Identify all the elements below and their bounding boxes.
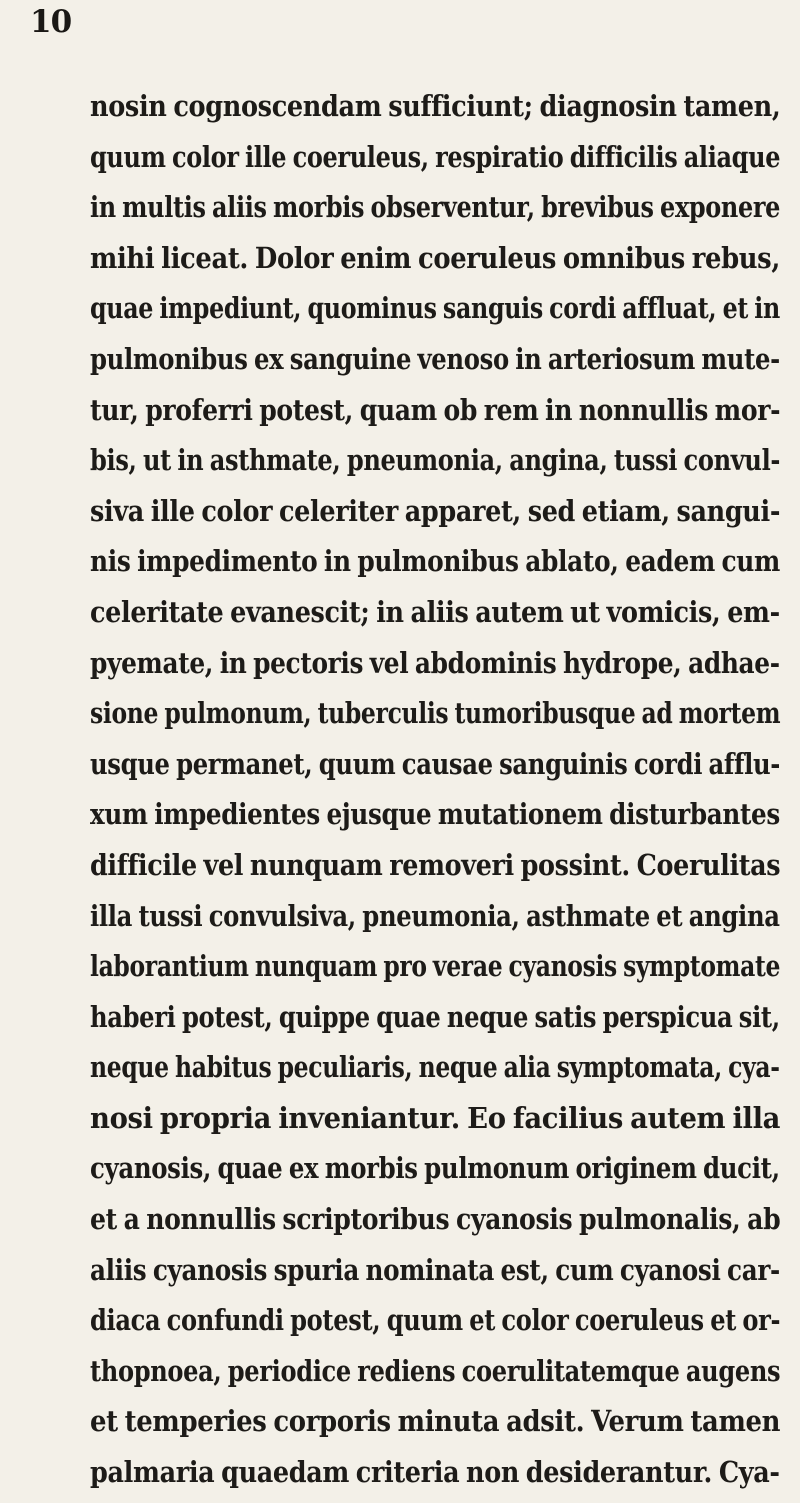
text-line: tur, proferri potest, quam ob rem in nonnullis mor- — [90, 392, 781, 427]
text-line: haberi potest, quippe quae neque satis perspicua sit, — [90, 999, 780, 1034]
page-number: 10 — [30, 4, 72, 40]
text-line: thopnoea, periodice rediens coerulitatemque augens — [90, 1353, 781, 1388]
text-line: illa tussi convulsiva, pneumonia, asthmate et angina — [90, 898, 780, 933]
text-line: difficile vel nunquam removeri possint. Coerulitas — [90, 847, 781, 882]
text-line: quum color ille coeruleus, respiratio difficilis aliaque — [90, 139, 781, 174]
text-line: nis impedimento in pulmonibus ablato, eadem cum — [90, 544, 780, 579]
text-line: pulmonibus ex sanguine venoso in arteriosum mute- — [90, 341, 780, 376]
text-line: sione pulmonum, tuberculis tumoribusque ad mortem — [90, 696, 781, 731]
text-line: quae impediunt, quominus sanguis cordi affluat, et in — [90, 291, 780, 326]
text-line: in multis aliis morbis observentur, brevibus exponere — [90, 190, 781, 225]
text-line: et a nonnullis scriptoribus cyanosis pulmonalis, ab — [90, 1202, 781, 1237]
text-line: palmaria quaedam criteria non desiderantur. Cya- — [90, 1455, 780, 1490]
text-line: nosi propria inveniantur. Eo facilius autem illa — [90, 1100, 781, 1135]
text-line: xum impedientes ejusque mutationem disturbantes — [90, 797, 780, 832]
text-line: neque habitus peculiaris, neque alia symptomata, cya- — [90, 1050, 780, 1085]
text-line: usque permanet, quum causae sanguinis cordi afflu- — [90, 746, 781, 781]
text-line: laborantium nunquam pro verae cyanosis symptomate — [90, 949, 781, 984]
text-line: nosin cognoscendam sufficiunt; diagnosin tamen, — [90, 89, 781, 123]
text-line: siva ille color celeriter apparet, sed etiam, sangui- — [90, 493, 781, 528]
text-line: et temperies corporis minuta adsit. Verum tamen — [90, 1404, 781, 1439]
text-line: pyemate, in pectoris vel abdominis hydrope, adhae- — [90, 645, 780, 680]
text-line: bis, ut in asthmate, pneumonia, angina, tussi convul- — [90, 443, 781, 478]
text-line: celeritate evanescit; in aliis autem ut vomicis, em- — [90, 594, 780, 629]
text-line: diaca confundi potest, quum et color coeruleus et or- — [90, 1303, 781, 1338]
body-text — [90, 86, 780, 1503]
text-line: mihi liceat. Dolor enim coeruleus omnibus rebus, — [90, 240, 780, 275]
text-line: cyanosis, quae ex morbis pulmonum originem ducit, — [90, 1151, 780, 1186]
text-line: aliis cyanosis spuria nominata est, cum cyanosi car- — [90, 1252, 780, 1287]
